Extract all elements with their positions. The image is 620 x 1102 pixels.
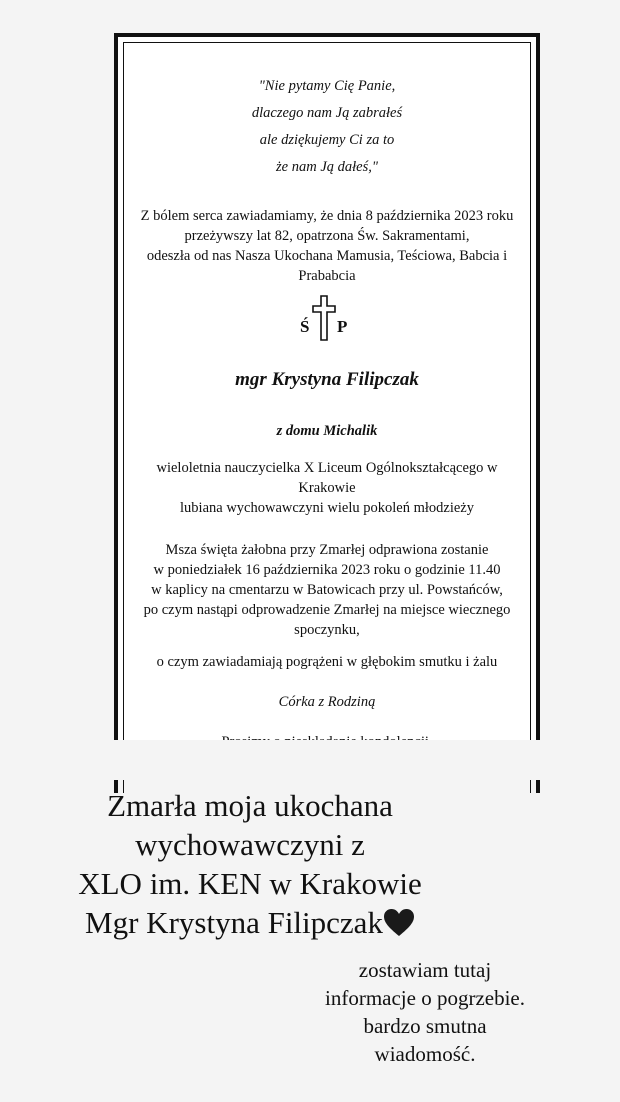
occupation [126,458,528,518]
story-note [275,956,575,1068]
mass-info-line: po czym nastąpi odprowadzenie Zmarłej na miejsce wiecznego [143,602,511,618]
caption-line: XLO im. KEN w Krakowie [78,866,422,901]
cross-letter-right: P [337,317,348,336]
caption-line: wychowawczyni z [135,827,365,862]
caption-line: Mgr Krystyna Filipczak [85,905,383,940]
notice-crop-edge [0,740,620,780]
quote-line: że nam Ją dałeś," [276,159,378,175]
mass-info-line: w poniedziałek 16 października 2023 roku o godzinie 11.40 [153,562,501,578]
occupation-line: Krakowie [298,480,356,496]
deceased-name: mgr Krystyna Filipczak [235,369,419,390]
caption-line-with-emoji [0,903,500,942]
black-heart-icon [383,908,415,938]
announcement-line: odeszła od nas Nasza Ukochana Mamusia, Teściowa, Babcia i [146,248,508,264]
mass-info-line: w kaplicy na cmentarzu w Batowicach przy ul. Powstańców, [151,582,503,598]
note-line: wiadomość. [374,1042,476,1066]
caption-line: Zmarła moja ukochana [107,788,393,823]
maiden-name: z domu Michalik [276,423,378,439]
quote-line: "Nie pytamy Cię Panie, [258,78,396,94]
family-line: o czym zawiadamiają pogrążeni w głębokim smutku i żalu [156,654,498,670]
announcement-line: Z bólem serca zawiadamiamy, że dnia 8 października 2023 roku [140,208,514,224]
cross-icon [312,295,336,341]
obituary-notice [114,33,540,773]
story-caption [0,786,500,942]
mass-info-line: Msza święta żałobna przy Zmarłej odprawiona zostanie [165,542,489,558]
mass-info [126,540,528,640]
quote [126,73,528,181]
mass-info-line: spoczynku, [294,622,360,638]
announcement-line: przeżywszy lat 82, opatrzona Św. Sakramentami, [184,228,470,244]
note-line: bardzo smutna [363,1014,487,1038]
note-line: informacje o pogrzebie. [325,986,525,1010]
cross-letter-left: Ś [300,317,310,336]
occupation-line: lubiana wychowawczyni wielu pokoleń młodzieży [180,500,474,516]
announcement-line: Prababcia [298,268,356,284]
occupation-line: wieloletnia nauczycielka X Liceum Ogólnokształcącego w [156,460,498,476]
quote-line: ale dziękujemy Ci za to [259,132,395,148]
signature: Córka z Rodziną [278,694,376,710]
quote-line: dlaczego nam Ją zabrałeś [251,105,403,121]
announcement [126,206,528,286]
cross-emblem [126,295,528,345]
note-line: zostawiam tutaj [358,958,492,982]
